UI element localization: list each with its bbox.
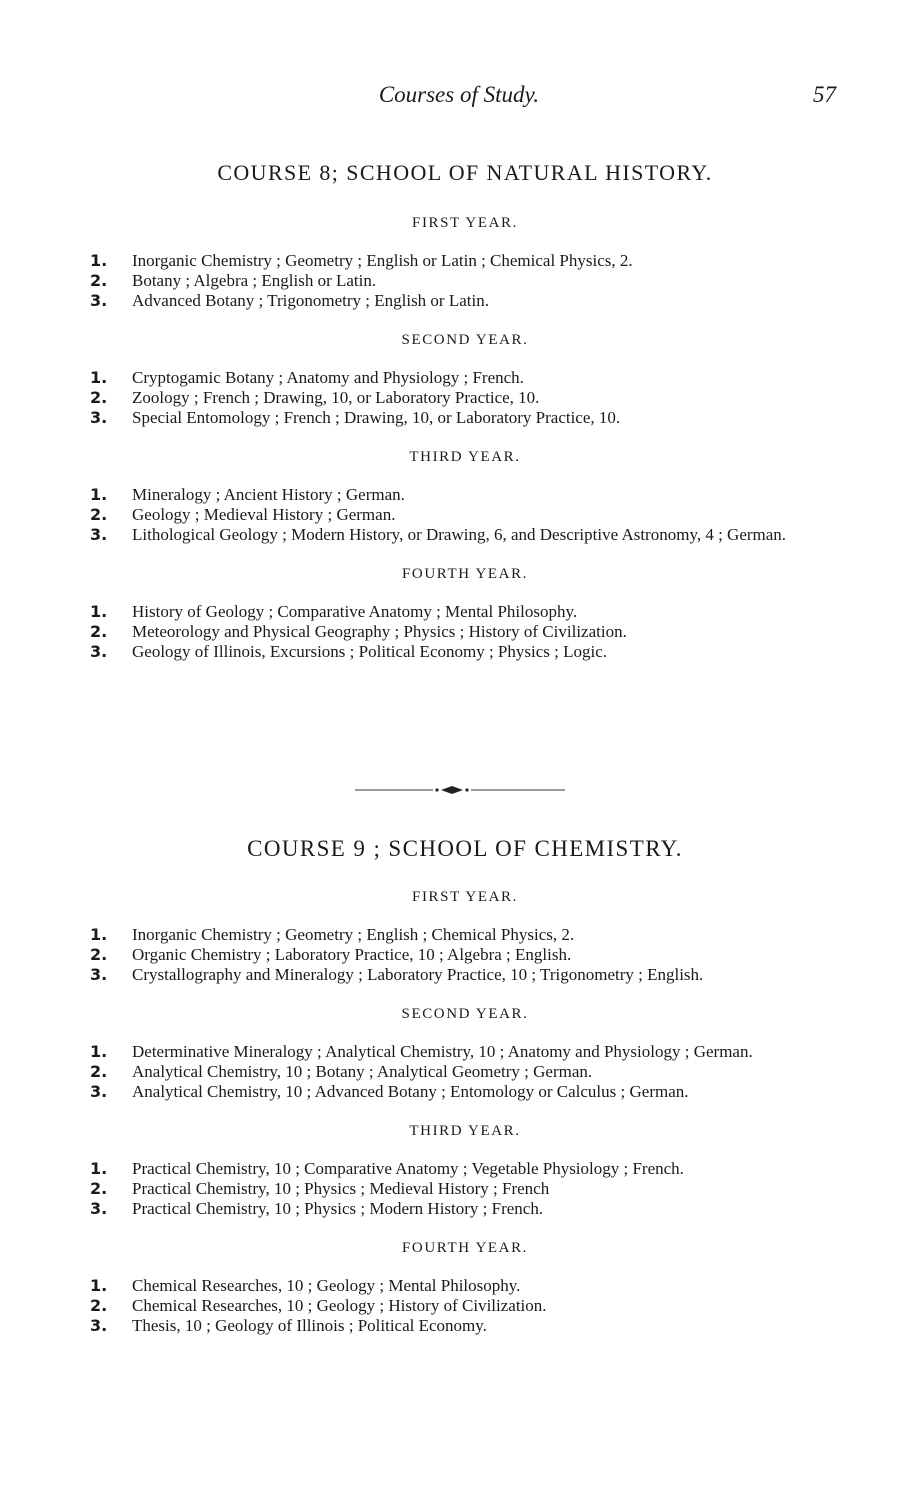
item-number: 2. [90, 1179, 108, 1198]
year-block [90, 1120, 840, 1219]
item-text: Lithological Geology ; Modern History, or Drawing, 6, and Descriptive Astronomy, 4 ; German. [132, 525, 787, 544]
running-title: Courses of Study. [378, 82, 540, 107]
item-text: Botany ; Algebra ; English or Latin. [132, 271, 377, 290]
item-text: Chemical Researches, 10 ; Geology ; Mental Philosophy. [132, 1276, 521, 1295]
list-item [90, 1179, 840, 1199]
item-text: Meteorology and Physical Geography ; Physics ; History of Civilization. [132, 622, 627, 641]
list-item [90, 1276, 840, 1296]
item-text: Zoology ; French ; Drawing, 10, or Laboratory Practice, 10. [132, 388, 540, 407]
year-block [90, 886, 840, 985]
page-number: 57 [813, 82, 836, 107]
year-heading: FIRST YEAR. [412, 215, 518, 231]
course-list [90, 1276, 840, 1336]
course-title: COURSE 9 ; SCHOOL OF CHEMISTRY. [247, 836, 683, 861]
item-text: Analytical Chemistry, 10 ; Advanced Botany ; Entomology or Calculus ; German. [132, 1082, 689, 1101]
list-item [90, 925, 840, 945]
list-item [90, 271, 840, 291]
item-text: Cryptogamic Botany ; Anatomy and Physiology ; French. [132, 368, 524, 387]
list-item [90, 1296, 840, 1316]
year-heading: THIRD YEAR. [409, 1123, 521, 1139]
list-item [90, 1082, 840, 1102]
year-block [90, 212, 840, 311]
course-list [90, 1159, 840, 1219]
list-item [90, 251, 840, 271]
item-text: Crystallography and Mineralogy ; Laboratory Practice, 10 ; Trigonometry ; English. [132, 965, 704, 984]
item-text: History of Geology ; Comparative Anatomy ; Mental Philosophy. [132, 602, 578, 621]
item-number: 3. [90, 1316, 108, 1335]
item-number: 1. [90, 1159, 108, 1178]
item-number: 2. [90, 945, 108, 964]
item-number: 3. [90, 525, 108, 544]
year-block [90, 1003, 840, 1102]
item-text: Practical Chemistry, 10 ; Physics ; Modern History ; French. [132, 1199, 544, 1218]
list-item [90, 368, 840, 388]
year-heading: THIRD YEAR. [409, 449, 521, 465]
item-number: 1. [90, 1276, 108, 1295]
list-item [90, 622, 840, 642]
year-heading: SECOND YEAR. [401, 332, 529, 348]
list-item [90, 291, 840, 311]
item-number: 3. [90, 408, 108, 427]
item-text: Practical Chemistry, 10 ; Comparative Anatomy ; Vegetable Physiology ; French. [132, 1159, 684, 1178]
year-block [90, 563, 840, 662]
year-heading: FOURTH YEAR. [401, 566, 529, 582]
list-item [90, 505, 840, 525]
list-item [90, 1042, 840, 1062]
item-text: Geology of Illinois, Excursions ; Political Economy ; Physics ; Logic. [132, 642, 608, 661]
list-item [90, 525, 840, 545]
item-text: Thesis, 10 ; Geology of Illinois ; Political Economy. [132, 1316, 487, 1335]
course-list [90, 368, 840, 428]
item-text: Practical Chemistry, 10 ; Physics ; Medieval History ; French [132, 1179, 550, 1198]
year-block [90, 329, 840, 428]
list-item [90, 1159, 840, 1179]
item-number: 1. [90, 251, 108, 270]
course-list [90, 925, 840, 985]
item-number: 3. [90, 291, 108, 310]
item-text: Determinative Mineralogy ; Analytical Chemistry, 10 ; Anatomy and Physiology ; German. [132, 1042, 753, 1061]
item-number: 1. [90, 602, 108, 621]
item-number: 1. [90, 485, 108, 504]
item-text: Analytical Chemistry, 10 ; Botany ; Analytical Geometry ; German. [132, 1062, 593, 1081]
item-number: 2. [90, 622, 108, 641]
list-item [90, 1199, 840, 1219]
item-number: 2. [90, 505, 108, 524]
course-list [90, 602, 840, 662]
course-title: COURSE 8; SCHOOL OF NATURAL HISTORY. [217, 160, 713, 185]
item-text: Organic Chemistry ; Laboratory Practice, 10 ; Algebra ; English. [132, 945, 572, 964]
item-number: 2. [90, 1296, 108, 1315]
list-item [90, 642, 840, 662]
list-item [90, 965, 840, 985]
course-section [90, 158, 840, 680]
list-item [90, 408, 840, 428]
year-heading: FIRST YEAR. [412, 889, 518, 905]
list-item [90, 1062, 840, 1082]
list-item [90, 1316, 840, 1336]
list-item [90, 485, 840, 505]
course-section [90, 834, 840, 1354]
year-block [90, 446, 840, 545]
course-list [90, 485, 840, 545]
item-text: Advanced Botany ; Trigonometry ; English or Latin. [132, 291, 489, 310]
course-list [90, 251, 840, 311]
item-text: Inorganic Chemistry ; Geometry ; English or Latin ; Chemical Physics, 2. [132, 251, 633, 270]
year-block [90, 1237, 840, 1336]
year-heading: SECOND YEAR. [401, 1006, 529, 1022]
item-number: 3. [90, 1199, 108, 1218]
item-text: Chemical Researches, 10 ; Geology ; History of Civilization. [132, 1296, 547, 1315]
year-heading: FOURTH YEAR. [401, 1240, 529, 1256]
course-list [90, 1042, 840, 1102]
item-number: 3. [90, 1082, 108, 1101]
list-item [90, 945, 840, 965]
item-number: 1. [90, 925, 108, 944]
item-number: 2. [90, 271, 108, 290]
ornamental-divider [355, 784, 565, 796]
item-text: Inorganic Chemistry ; Geometry ; English ; Chemical Physics, 2. [132, 925, 575, 944]
list-item [90, 602, 840, 622]
item-text: Special Entomology ; French ; Drawing, 10, or Laboratory Practice, 10. [132, 408, 621, 427]
item-text: Mineralogy ; Ancient History ; German. [132, 485, 405, 504]
list-item [90, 388, 840, 408]
item-number: 3. [90, 965, 108, 984]
item-number: 2. [90, 1062, 108, 1081]
item-number: 2. [90, 388, 108, 407]
item-number: 1. [90, 368, 108, 387]
item-text: Geology ; Medieval History ; German. [132, 505, 396, 524]
item-number: 1. [90, 1042, 108, 1061]
item-number: 3. [90, 642, 108, 661]
